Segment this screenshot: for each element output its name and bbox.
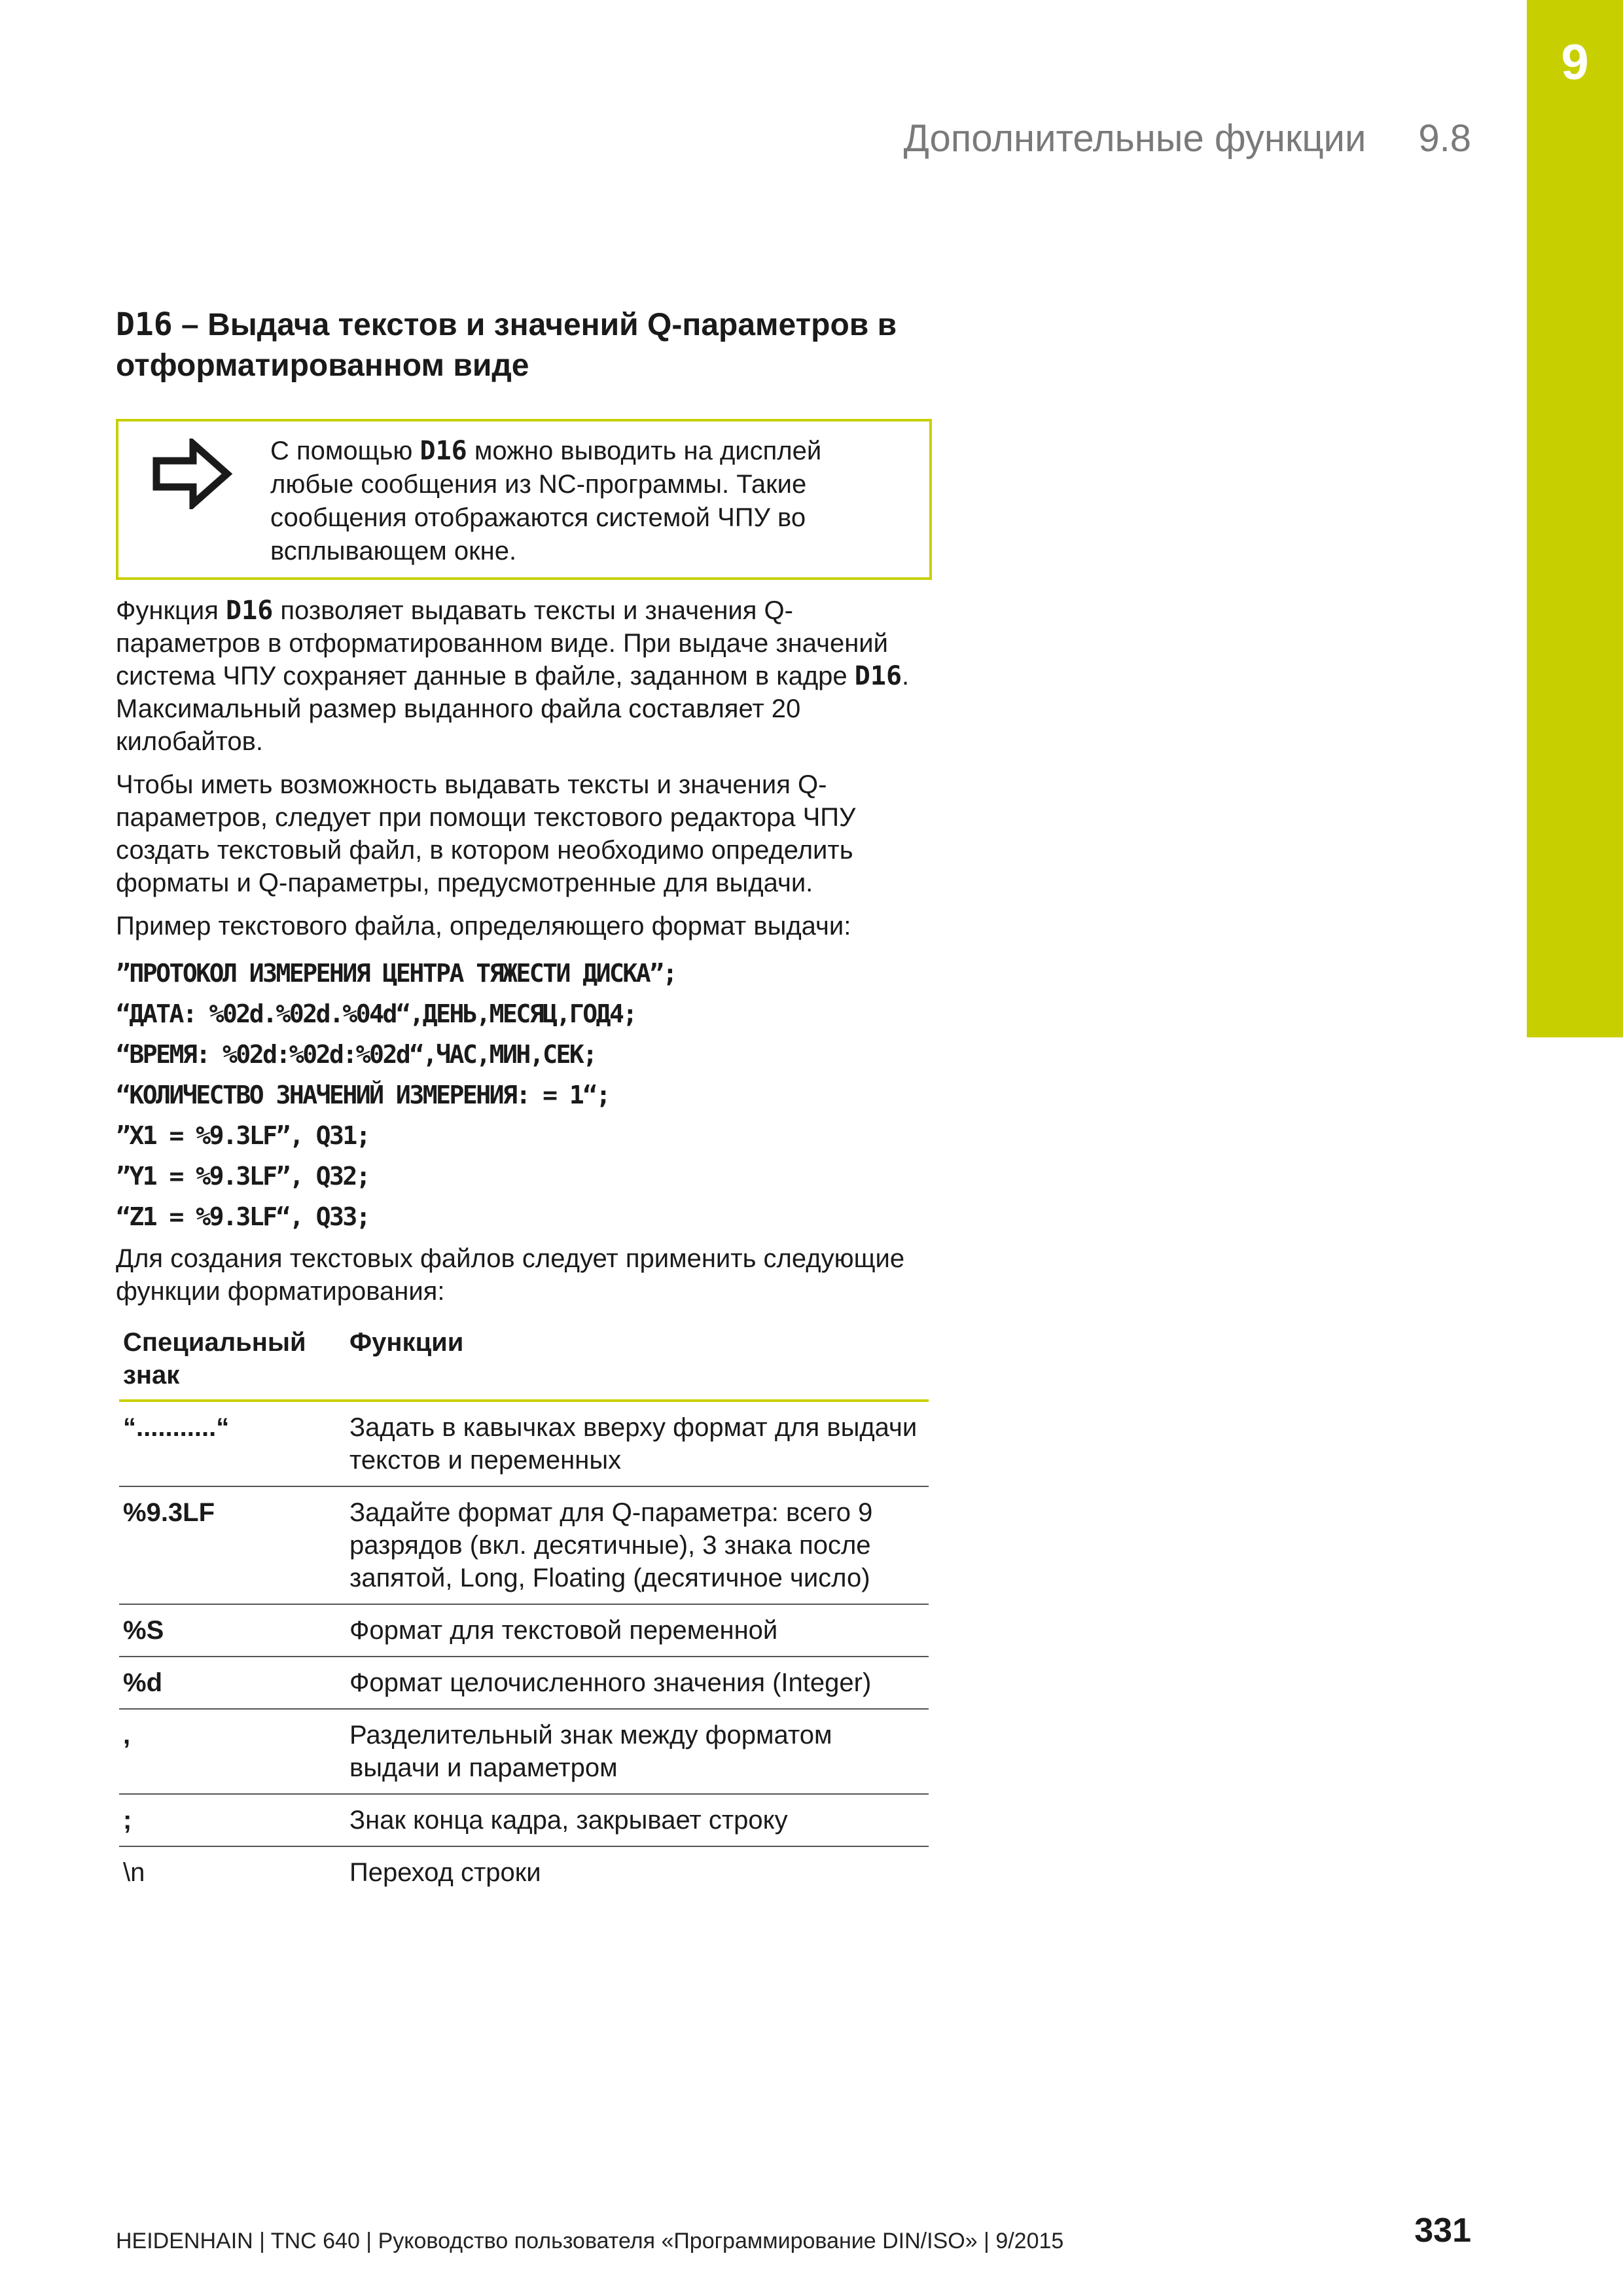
code-line: ”ПРОТОКОЛ ИЗМЕРЕНИЯ ЦЕНТРА ТЯЖЕСТИ ДИСКА”;	[116, 959, 676, 988]
table-cell-symbol: %d	[119, 1657, 346, 1709]
section-title-text: – Выдача текстов и значений Q-параметров в отформатированном виде	[116, 308, 897, 383]
paragraph-format-intro: Для создания текстовых файлов следует применить следующие функции форматирования:	[116, 1244, 905, 1306]
paragraph-text-file-info: Чтобы иметь возможность выдавать тексты и значения Q-параметров, следует при помощи текстового редактора ЧПУ создать текстовый файл, в котором необходимо определить форматы и Q-параметры, предусмотренные для выдачи.	[116, 770, 856, 897]
paragraph-text: . Максимальный размер выданного файла составляет 20 килобайтов.	[116, 662, 910, 756]
table-cell-symbol: \n	[123, 1858, 145, 1887]
paragraph-d16-description	[116, 594, 931, 758]
table-row	[119, 1657, 929, 1709]
table-cell-function: Знак конца кадра, закрывает строку	[346, 1794, 929, 1846]
chapter-tab	[1527, 0, 1623, 1037]
table-cell-function: Разделительный знак между форматом выдачи и параметром	[346, 1709, 929, 1794]
table-cell-symbol: %S	[119, 1604, 346, 1657]
note-text-part: можно выводить на дисплей любые сообщения из NC-программы. Такие сообщения отображаются системой ЧПУ во всплывающем окне.	[270, 437, 822, 565]
table-cell-function: Переход строки	[349, 1858, 541, 1887]
paragraph-example-intro: Пример текстового файла, определяющего формат выдачи:	[116, 912, 851, 941]
table-cell-function: Формат целочисленного значения (Integer)	[346, 1657, 929, 1709]
code-line: “КОЛИЧЕСТВО ЗНАЧЕНИЙ ИЗМЕРЕНИЯ: = 1“;	[116, 1081, 609, 1109]
header-title: Дополнительные функции	[903, 117, 1366, 160]
table-row	[119, 1401, 929, 1486]
table-cell-symbol: ,	[119, 1709, 346, 1794]
chapter-number: 9	[1561, 35, 1589, 90]
code-line: “ВРЕМЯ: %02d:%02d:%02d“,ЧАС,МИН,СЕК;	[116, 1040, 596, 1069]
table-cell-symbol: “...........“	[119, 1401, 346, 1486]
note-text	[270, 435, 899, 568]
table-header-symbol: Специальный знак	[119, 1326, 346, 1401]
note-code: D16	[419, 436, 467, 466]
code-line: “ДАТА: %02d.%02d.%04d“,ДЕНЬ,МЕСЯЦ,ГОД4;	[116, 999, 636, 1028]
code-line: “Z1 = %9.3LF“, Q33;	[116, 1202, 370, 1231]
code-example	[116, 953, 931, 1237]
code-line: ”Y1 = %9.3LF”, Q32;	[116, 1162, 370, 1191]
table-row	[119, 1709, 929, 1794]
table-cell-function: Задать в кавычках вверху формат для выдачи текстов и переменных	[346, 1401, 929, 1486]
table-row	[119, 1486, 929, 1604]
table-header-row	[119, 1326, 929, 1401]
table-cell-function: Задайте формат для Q-параметра: всего 9 разрядов (вкл. десятичные), 3 знака после запятой, Long, Floating (десятичное число)	[346, 1486, 929, 1604]
section-title-code: D16	[116, 306, 173, 343]
note-text-part: С помощью	[270, 437, 420, 465]
note-box	[116, 419, 932, 580]
inline-code: D16	[854, 661, 902, 691]
paragraph-text: Функция	[116, 596, 226, 625]
table-row	[119, 1794, 929, 1846]
arrow-right-icon	[150, 439, 234, 509]
table-row	[119, 1604, 929, 1657]
page-content	[116, 304, 931, 1898]
paragraph-text: позволяет выдавать тексты и значения Q-параметров в отформатированном виде. При выдаче значений система ЧПУ сохраняет данные в файле, заданном в кадре	[116, 596, 888, 691]
table-row	[119, 1846, 929, 1898]
footer-text: HEIDENHAIN | TNC 640 | Руководство пользователя «Программирование DIN/ISO» | 9/2015	[116, 2229, 1064, 2253]
section-title	[116, 304, 931, 386]
page-number: 331	[1414, 2212, 1471, 2250]
inline-code: D16	[226, 596, 274, 626]
table-cell-symbol: ;	[119, 1794, 346, 1846]
table-cell-function: Формат для текстовой переменной	[346, 1604, 929, 1657]
code-line: ”X1 = %9.3LF”, Q31;	[116, 1121, 370, 1150]
table-header-function: Функции	[346, 1326, 929, 1401]
running-header	[904, 117, 1471, 160]
table-cell-symbol: %9.3LF	[119, 1486, 346, 1604]
header-section-number: 9.8	[1418, 117, 1471, 160]
format-functions-table	[119, 1326, 929, 1898]
